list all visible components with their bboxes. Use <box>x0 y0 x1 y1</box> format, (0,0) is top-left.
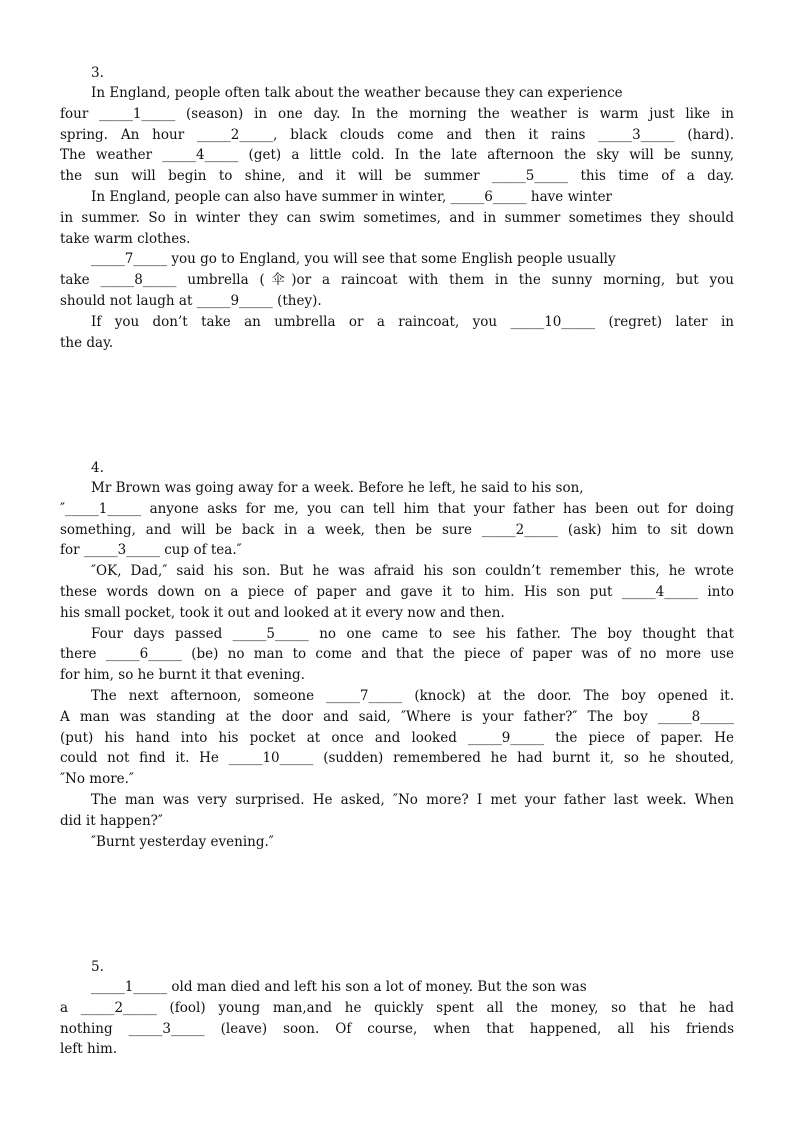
text-line: ″Burnt yesterday evening.″ <box>91 833 274 850</box>
text-line: take _____8_____ umbrella (伞)or a raincoat with them in the sunny morning, but you <box>60 272 734 289</box>
text-line: his small pocket, took it out and looked at it every now and then. <box>60 604 505 621</box>
text-line: the sun will begin to shine, and it will be summer _____5_____ this time of a day. <box>60 168 734 185</box>
text-line: should not laugh at _____9_____ (they). <box>60 292 322 309</box>
passage-number: 4. <box>91 460 104 476</box>
text-line: Mr Brown was going away for a week. Before he left, he said to his son, <box>91 480 584 496</box>
text-line: ″No more.″ <box>60 771 134 788</box>
text-line: for him, so he burnt it that evening. <box>60 667 305 684</box>
passage-number: 5. <box>91 959 104 975</box>
text-line: did it happen?″ <box>60 812 163 829</box>
text-line: there _____6_____ (be) no man to come and that the piece of paper was of no more use <box>60 646 734 663</box>
text-line: the day. <box>60 334 114 351</box>
text-line: If you don’t take an umbrella or a raincoat, you _____10_____ (regret) later in <box>91 313 734 330</box>
text-line: A man was standing at the door and said, ″Where is your father?″ The boy _____8_____ <box>60 708 734 725</box>
text-line: these words down on a piece of paper and gave it to him. His son put _____4_____ into <box>60 583 734 600</box>
passage-number: 3. <box>91 65 104 81</box>
text-line: in summer. So in winter they can swim sometimes, and in summer sometimes they should <box>60 209 734 226</box>
text-line: ″_____1_____ anyone asks for me, you can tell him that your father has been out for doing <box>60 500 734 517</box>
text-line: left him. <box>60 1041 118 1058</box>
text-line: take warm clothes. <box>60 230 191 247</box>
text-line: spring. An hour _____2_____, black clouds come and then it rains _____3_____ (hard). <box>60 126 734 143</box>
text-line: In England, people can also have summer in winter, _____6_____ have winter <box>91 188 613 205</box>
text-line: for _____3_____ cup of tea.″ <box>60 542 242 559</box>
text-line: The man was very surprised. He asked, ″No more? I met your father last week. When <box>91 791 734 808</box>
text-line: four _____1_____ (season) in one day. In the morning the weather is warm just like in <box>60 105 734 122</box>
passage-5 <box>60 957 734 1060</box>
text-line: The weather _____4_____ (get) a little cold. In the late afternoon the sky will be sunny, <box>60 147 734 164</box>
text-line: nothing _____3_____ (leave) soon. Of course, when that happened, all his friends <box>60 1020 734 1037</box>
text-line: ″OK, Dad,″ said his son. But he was afraid his son couldn’t remember this, he wrote <box>91 563 734 580</box>
passage-4 <box>60 458 734 852</box>
text-line: could not find it. He _____10_____ (sudden) remembered he had burnt it, so he shouted, <box>60 750 734 767</box>
text-line: something, and will be back in a week, then be sure _____2_____ (ask) him to sit down <box>60 521 734 538</box>
text-line: In England, people often talk about the weather because they can experience <box>91 85 623 101</box>
text-line: _____7_____ you go to England, you will see that some English people usually <box>91 251 616 268</box>
text-line: _____1_____ old man died and left his son a lot of money. But the son was <box>91 979 587 995</box>
text-line: The next afternoon, someone _____7_____ (knock) at the door. The boy opened it. <box>91 687 734 704</box>
passage-3 <box>60 63 734 353</box>
text-line: Four days passed _____5_____ no one came to see his father. The boy thought that <box>91 625 734 642</box>
text-line: (put) his hand into his pocket at once and looked _____9_____ the piece of paper. He <box>60 729 734 746</box>
text-line: a _____2_____ (fool) young man,and he quickly spent all the money, so that he had <box>60 999 734 1016</box>
